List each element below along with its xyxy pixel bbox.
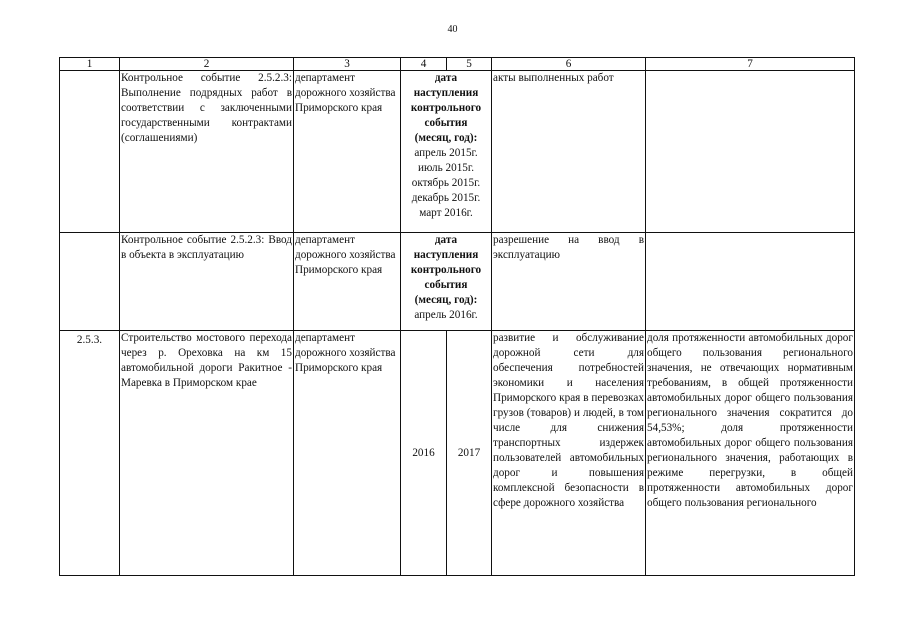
executor: департамент дорожного хозяйства Приморского края [294, 233, 401, 331]
column-number: 1 [60, 58, 120, 71]
date-heading: события [424, 279, 468, 291]
control-date [401, 233, 492, 331]
event-name: Строительство мостового перехода через р. Ореховка на км 15 автомобильной дороги Ракитное - Маревка в Приморском крае [120, 331, 294, 576]
date-value: декабрь 2015г. [411, 192, 481, 204]
date-value: март 2016г. [419, 207, 473, 219]
column-number: 3 [294, 58, 401, 71]
date-heading: контрольного [410, 102, 482, 114]
result: разрешение на ввод в эксплуатацию [492, 233, 646, 331]
event-name: Контрольное событие 2.5.2.3: Выполнение подрядных работ в соответствии с заключенными государственными контрактами (соглашениями) [120, 71, 294, 233]
table-row [60, 71, 855, 233]
table-row [60, 233, 855, 331]
table-row [60, 331, 855, 576]
indicator [646, 233, 855, 331]
date-value: апрель 2015г. [414, 147, 478, 159]
executor: департамент дорожного хозяйства Приморского края [294, 331, 401, 576]
end-year: 2017 [447, 331, 492, 576]
row-number: 2.5.3. [60, 331, 120, 576]
column-number: 2 [120, 58, 294, 71]
plan-table [59, 57, 855, 576]
date-heading: события [424, 117, 468, 129]
result: развитие и обслуживание дорожной сети для обеспечения потребностей экономики и населения Приморского края в перевозках грузов (товаров) и людей, в том числе для снижения транспортных издержек пользователей автомобильных дорог и повышения комплексной безопасности в сфере дорожного хозяйства [492, 331, 646, 576]
date-heading: (месяц, год): [414, 294, 478, 306]
column-number: 6 [492, 58, 646, 71]
row-number [60, 233, 120, 331]
row-number [60, 71, 120, 233]
column-number: 4 [401, 58, 447, 71]
executor: департамент дорожного хозяйства Приморского края [294, 71, 401, 233]
indicator [646, 71, 855, 233]
column-number: 7 [646, 58, 855, 71]
date-value: июль 2015г. [417, 162, 475, 174]
date-heading: (месяц, год): [414, 132, 478, 144]
date-heading: контрольного [410, 264, 482, 276]
indicator: доля протяженности автомобильных дорог общего пользования регионального значения, не отвечающих нормативным требованиям, в общей протяженности автомобильных дорог общего пользования регионального значения сократится до 54,53%; доля протяженности автомобильных дорог общего пользования регионального значения, работающих в режиме перегрузки, в общей протяженности автомобильных дорог общего пользования регионального [646, 331, 855, 576]
date-value: октябрь 2015г. [411, 177, 481, 189]
control-date [401, 71, 492, 233]
start-year: 2016 [401, 331, 447, 576]
event-name: Контрольное событие 2.5.2.3: Ввод в объекта в эксплуатацию [120, 233, 294, 331]
date-heading: наступления [413, 249, 479, 261]
result: акты выполненных работ [492, 71, 646, 233]
column-number-row [60, 58, 855, 71]
column-number: 5 [447, 58, 492, 71]
date-heading: наступления [413, 87, 479, 99]
page-number: 40 [447, 24, 458, 35]
date-heading: дата [434, 234, 458, 246]
date-value: апрель 2016г. [414, 309, 478, 321]
date-heading: дата [434, 72, 458, 84]
